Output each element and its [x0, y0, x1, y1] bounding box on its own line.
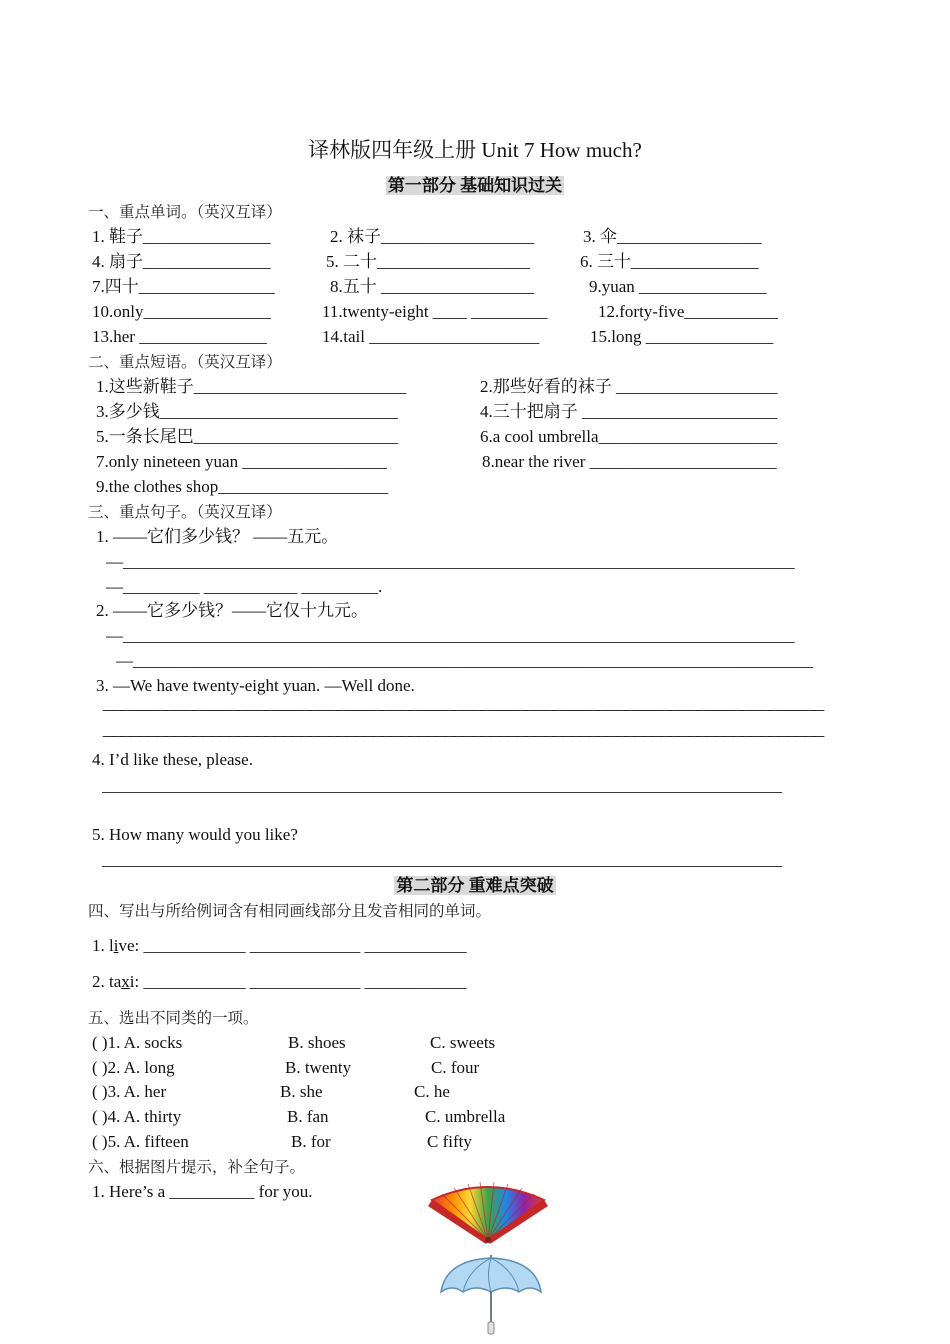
part-two-label: 第二部分 重难点突破: [396, 876, 554, 895]
section-six-heading: 六、根据图片提示，补全句子。: [88, 1158, 306, 1176]
phrase-item: 7.only nineteen yuan _________________: [96, 452, 387, 471]
sentence-1: 1. ——它们多少钱？ ——五元。: [96, 527, 339, 546]
phrase-item: 1.这些新鞋子_________________________: [96, 377, 407, 396]
sentence-3: 3. —We have twenty-eight yuan. —Well done.: [96, 676, 415, 695]
fan-icon: [428, 1178, 548, 1250]
choice-option-b: B. twenty: [285, 1058, 352, 1077]
choice-option-b: B. shoes: [288, 1033, 346, 1052]
section-three-heading: 三、重点句子。（英汉互译）: [88, 503, 282, 521]
word-item: 12.forty-five___________: [598, 302, 778, 321]
answer-line: —________________________________________________________________________________: [116, 651, 813, 670]
part-one-label: 第一部分 基础知识过关: [387, 176, 563, 195]
word-item: 8.五十 __________________: [330, 277, 534, 296]
section-four-heading: 四、写出与所给例词含有相同画线部分且发音相同的单词。: [88, 902, 492, 920]
choice-option-c: C. sweets: [430, 1033, 496, 1052]
answer-line: ————————————————————————————————————————————————————————————————————————————————: [102, 729, 822, 743]
section-five-heading: 五、选出不同类的一项。: [88, 1009, 259, 1027]
word-item: 3. 伞_________________: [583, 227, 762, 246]
choice-option-b: B. for: [291, 1132, 331, 1151]
umbrella-icon: [438, 1254, 544, 1336]
phonics-item-2: [92, 972, 466, 992]
word-item: 4. 扇子_______________: [92, 252, 271, 271]
word-item: 7.四十________________: [92, 277, 275, 296]
phonics-suffix: i: ____________ _____________ ____________: [129, 972, 467, 991]
sentence-2: 2. ——它多少钱？——它仅十九元。: [96, 601, 368, 620]
section-two-heading: 二、重点短语。（英汉互译）: [88, 353, 282, 371]
section-one-heading: 一、重点单词。（英汉互译）: [88, 203, 282, 221]
phonics-prefix: 1. l: [92, 936, 114, 955]
answer-line: —_______________________________________________________________________________: [106, 626, 795, 645]
phonics-suffix: ve: ____________ _____________ ____________: [118, 936, 467, 955]
phonics-item-1: [92, 936, 467, 956]
choice-option-c: C. he: [414, 1082, 450, 1101]
word-item: 15.long _______________: [590, 327, 774, 346]
page-title: 译林版四年级上册 Unit 7 How much?: [308, 138, 642, 162]
picture-question-1: 1. Here’s a __________ for you.: [92, 1182, 313, 1201]
phrase-item: 8.near the river ______________________: [482, 452, 777, 471]
choice-question: ( )3. A. her: [92, 1082, 167, 1101]
phrase-item: 9.the clothes shop____________________: [96, 477, 389, 496]
choice-option-b: B. fan: [287, 1107, 329, 1126]
word-item: 5. 二十__________________: [326, 252, 530, 271]
part-one-heading: [0, 176, 950, 196]
phonics-underlined: x: [121, 972, 130, 991]
choice-question: ( )5. A. fifteen: [92, 1132, 189, 1151]
choice-question: ( )4. A. thirty: [92, 1107, 182, 1126]
answer-line: —_________ ___________ _________.: [106, 577, 383, 596]
phonics-prefix: 2. ta: [92, 972, 122, 991]
phonics-underlined: i: [113, 936, 119, 955]
answer-line: —_______________________________________________________________________________: [106, 552, 795, 571]
word-item: 10.only_______________: [92, 302, 271, 321]
choice-option-c: C. umbrella: [425, 1107, 506, 1126]
word-item: 11.twenty-eight ____ _________: [322, 302, 548, 321]
word-item: 2. 袜子__________________: [330, 227, 534, 246]
word-item: 13.her _______________: [92, 327, 267, 346]
choice-option-c: C. four: [431, 1058, 480, 1077]
phrase-item: 6.a cool umbrella_____________________: [480, 427, 777, 446]
word-item: 9.yuan _______________: [589, 277, 767, 296]
answer-line: ________________________________________________________________________________: [102, 850, 782, 869]
choice-option-c: C fifty: [427, 1132, 472, 1151]
phrase-item: 5.一条长尾巴________________________: [96, 427, 398, 446]
choice-option-b: B. she: [280, 1082, 323, 1101]
phrase-item: 3.多少钱____________________________: [96, 402, 398, 421]
choice-question: ( )1. A. socks: [92, 1033, 183, 1052]
choice-question: ( )2. A. long: [92, 1058, 175, 1077]
word-item: 1. 鞋子_______________: [92, 227, 271, 246]
word-item: 6. 三十_______________: [580, 252, 759, 271]
phrase-item: 4.三十把扇子 _______________________: [480, 402, 778, 421]
sentence-5: 5. How many would you like?: [92, 825, 298, 844]
sentence-4: 4. I’d like these, please.: [92, 750, 253, 769]
phrase-item: 2.那些好看的袜子 ___________________: [480, 377, 778, 396]
word-item: 14.tail ____________________: [322, 327, 540, 346]
answer-line: ————————————————————————————————————————————————————————————————————————————————: [102, 703, 822, 717]
part-two-heading: [0, 876, 950, 896]
answer-line: ________________________________________________________________________________: [102, 776, 782, 795]
